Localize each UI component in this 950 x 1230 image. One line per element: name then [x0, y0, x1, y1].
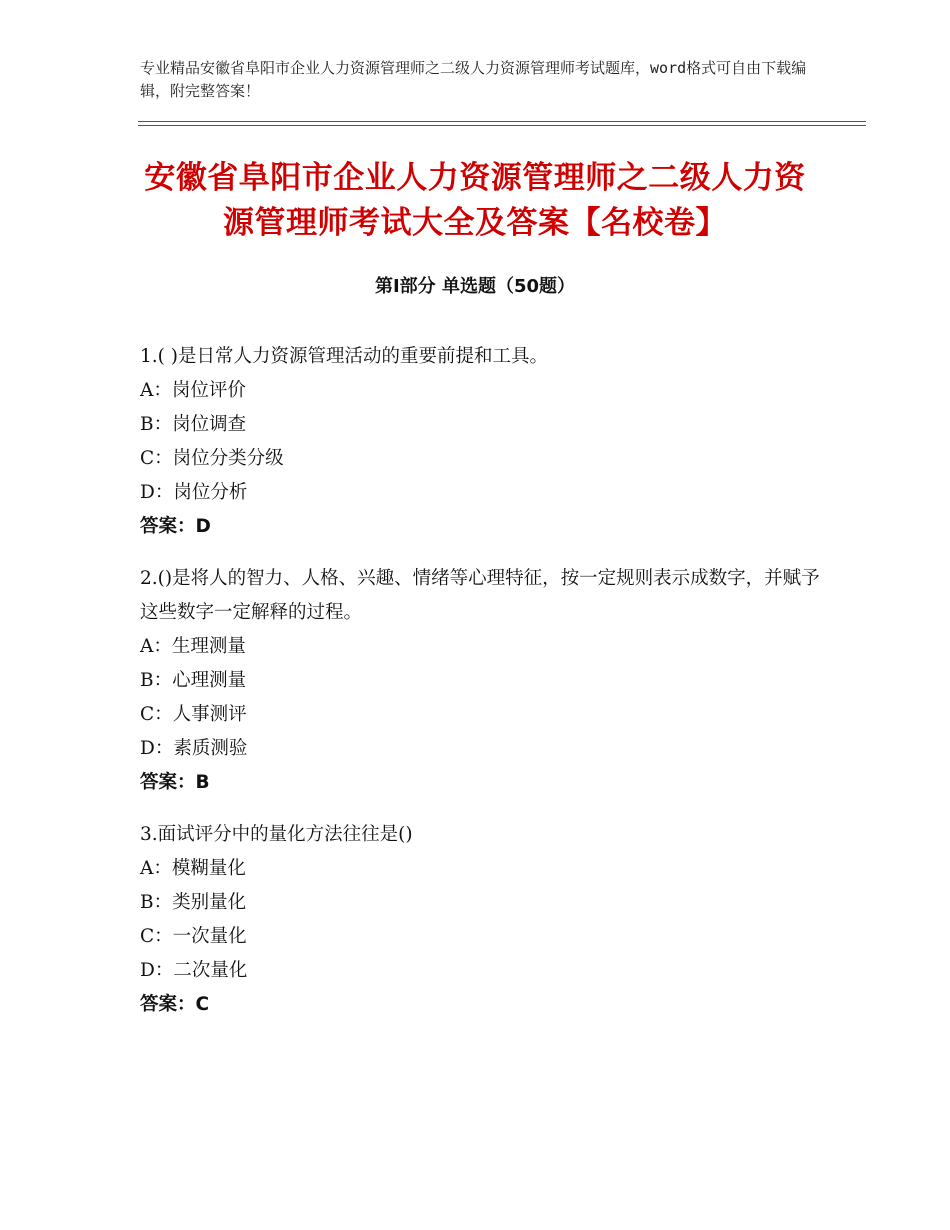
answer: 答案：C: [140, 994, 210, 1015]
option-d: D：岗位分析: [140, 482, 248, 503]
option-c: C：人事测评: [140, 704, 247, 725]
option-d: D：二次量化: [140, 960, 248, 981]
question-list: [140, 340, 820, 1040]
option-d: D：素质测验: [140, 738, 248, 759]
option-b: B：心理测量: [140, 670, 247, 691]
option-c: C：一次量化: [140, 926, 247, 947]
option-a: A：岗位评价: [140, 380, 246, 401]
question-1: [140, 340, 820, 544]
answer: 答案：D: [140, 516, 211, 537]
option-b: B：岗位调查: [140, 414, 247, 435]
section-title: 第Ⅰ部分 单选题（50题）: [374, 276, 575, 297]
document-title: 安徽省阜阳市企业人力资源管理师之二级人力资源管理师考试大全及答案【名校卷】: [144, 160, 806, 241]
question-2: [140, 562, 820, 800]
option-c: C：岗位分类分级: [140, 448, 284, 469]
question-stem: 1.( )是日常人力资源管理活动的重要前提和工具。: [140, 346, 548, 367]
option-b: B：类别量化: [140, 892, 247, 913]
option-a: A：模糊量化: [140, 858, 246, 879]
option-a: A：生理测量: [140, 636, 246, 657]
question-stem: 2.()是将人的智力、人格、兴趣、情绪等心理特征，按一定规则表示成数字，并赋予这些数字一定解释的过程。: [140, 568, 820, 623]
header-rule-top: [138, 121, 866, 122]
question-3: [140, 818, 820, 1022]
question-stem: 3.面试评分中的量化方法往往是(): [140, 824, 413, 845]
header-rule-bottom: [138, 125, 866, 126]
header-note: 专业精品安徽省阜阳市企业人力资源管理师之二级人力资源管理师考试题库，word格式可自由下载编辑，附完整答案！: [140, 59, 807, 100]
answer: 答案：B: [140, 772, 210, 793]
